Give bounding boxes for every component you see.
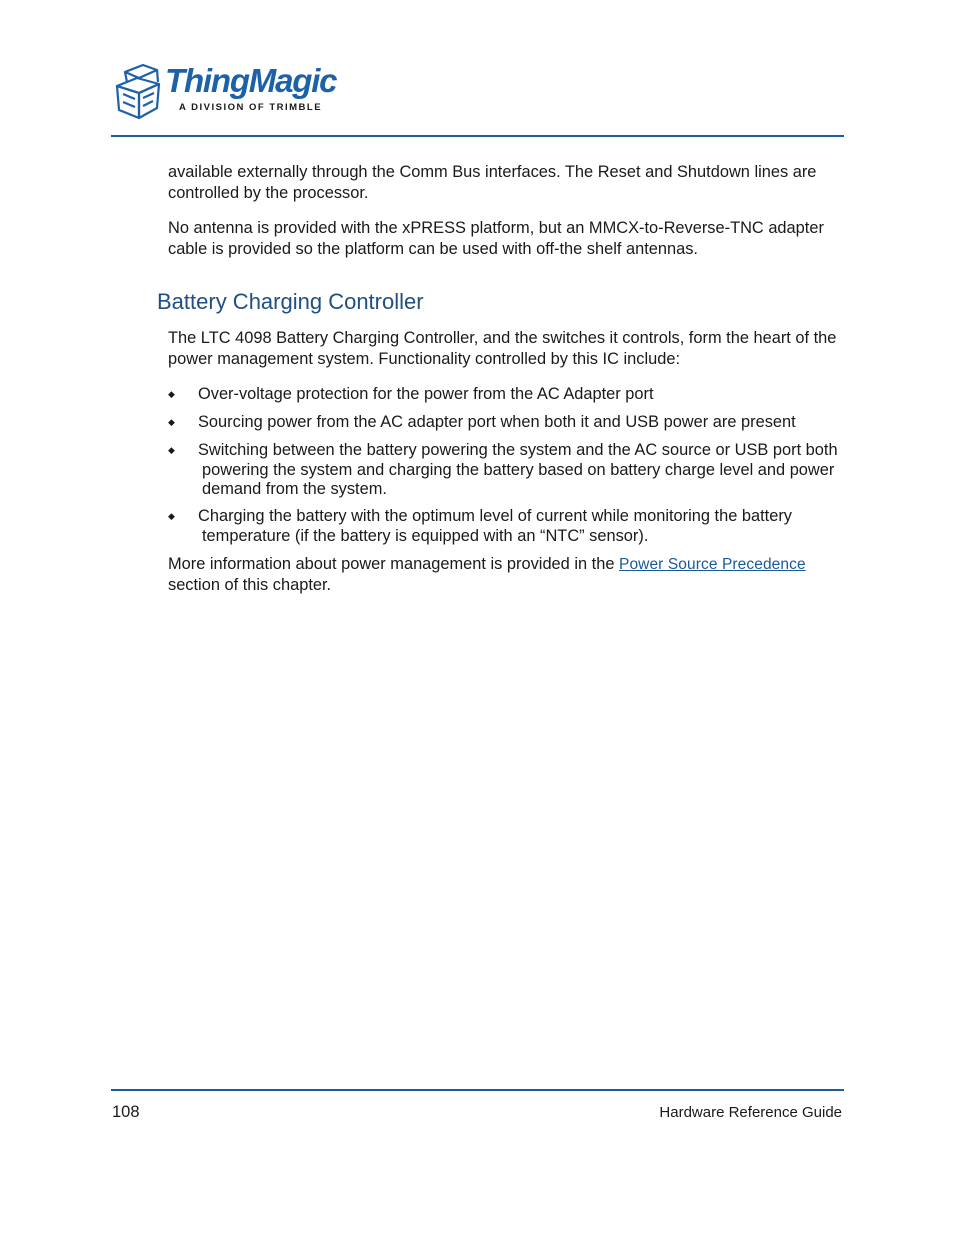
paragraph-more-info [168,554,848,596]
list-item [168,507,840,546]
section-heading: Battery Charging Controller [157,289,424,314]
list-item [168,385,840,405]
paragraph-ltc4098: The LTC 4098 Battery Charging Controller, and the switches it controls, form the heart of the power management system. Functionality controlled by this IC include: [168,329,837,368]
header-divider [111,135,844,137]
list-item-text: Charging the battery with the optimum level of current while monitoring the battery temperature (if the battery is equipped with an “NTC” sensor). [198,507,793,545]
guide-title: Hardware Reference Guide [659,1104,842,1121]
diamond-bullet-icon: ◆ [168,417,175,427]
diamond-bullet-icon: ◆ [168,511,175,521]
footer-divider [111,1089,844,1091]
diamond-bullet-icon: ◆ [168,389,175,399]
brand-name: ThingMagic [165,62,337,99]
list-item [168,441,840,500]
brand-tagline: A DIVISION OF TRIMBLE [179,102,323,113]
list-item-text: Sourcing power from the AC adapter port when both it and USB power are present [198,413,796,431]
list-item-text: Over-voltage protection for the power from the AC Adapter port [198,385,654,403]
more-info-text-after: section of this chapter. [168,576,332,594]
more-info-text-before: More information about power management is provided in the [168,555,619,573]
thingmagic-logo [113,60,353,124]
thingmagic-cube-logo-icon [113,60,165,122]
power-source-precedence-link[interactable]: Power Source Precedence [619,556,806,573]
paragraph-antenna: No antenna is provided with the xPRESS platform, but an MMCX-to-Reverse-TNC adapter cable is provided so the platform can be used with off-the shelf antennas. [168,219,824,258]
diamond-bullet-icon: ◆ [168,445,175,455]
page-number: 108 [112,1103,140,1121]
paragraph-comm-bus: available externally through the Comm Bus interfaces. The Reset and Shutdown lines are controlled by the processor. [168,163,817,202]
list-item [168,413,840,433]
list-item-text: Switching between the battery powering the system and the AC source or USB port both powering the system and charging the battery based on battery charge level and power demand from the system. [198,441,838,498]
